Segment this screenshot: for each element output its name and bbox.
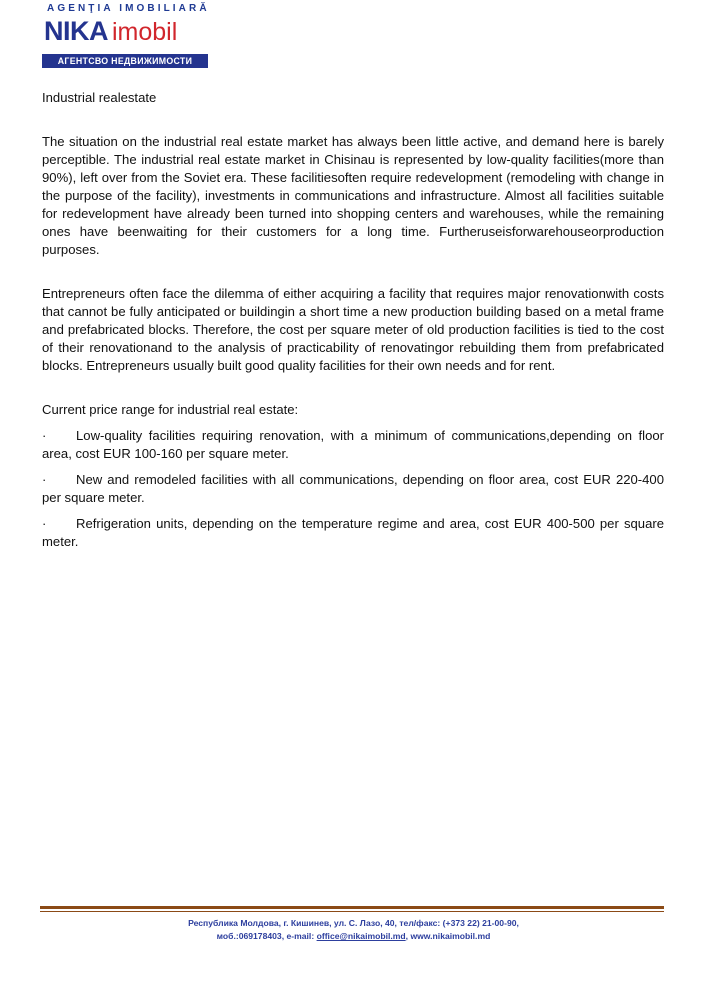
logo-tagline-bottom: АГЕНТСВО НЕДВИЖИМОСТИ (42, 54, 208, 68)
logo-brand-imobil: imobil (112, 18, 178, 46)
company-logo (40, 3, 210, 65)
footer-separator: , (405, 931, 411, 941)
footer-divider-thin (40, 911, 664, 912)
email-link[interactable]: office@nikaimobil.md (316, 931, 406, 941)
price-range-heading: Current price range for industrial real estate: (42, 402, 299, 417)
paragraph-market-situation: The situation on the industrial real estate market has always been little active, and demand here is barely perceptible. The industrial real estate market in Chisinau is represented by low-quality facilities(more than 90%), left over from the Soviet era. These facilitiesoften require redevelopment (remodeling with change in the purpose of the facility), investments in communications and infrastructure. Almost all facilities suitable for redevelopment have already been turned into shopping centers and warehouses, while the remaining ones have beenwaiting for their customers for a long time. Furtheruseisforwarehouseorproduction purposes. (42, 134, 664, 257)
bullet-text: Low-quality facilities requiring renovation, with a minimum of communications,depending on floor area, cost EUR 100-160 per square meter. (42, 428, 664, 461)
list-item (42, 427, 664, 463)
bullet-marker: · (42, 516, 47, 531)
footer-contact (0, 917, 707, 943)
logo-tagline-top: AGENŢIA IMOBILIARĂ (47, 3, 210, 14)
document-title: Industrial realestate (42, 90, 157, 105)
list-item (42, 515, 664, 551)
footer-phone: моб.:069178403, e-mail: (216, 931, 317, 941)
paragraph-entrepreneurs: Entrepreneurs often face the dilemma of either acquiring a facility that requires major renovationwith costs that cannot be fully anticipated or buildingin a short time a new production building based on a metal frame and prefabricated blocks. Therefore, the cost per square meter of old production facilities is tied to the cost of their renovationand to the analysis of practicability of renovatingor rebuilding them from prefabricated blocks. Entrepreneurs usually built good quality facilities for their own needs and for rent. (42, 286, 664, 373)
bullet-marker: · (42, 472, 47, 487)
bullet-text: New and remodeled facilities with all communications, depending on floor area, cost EUR 220-400 per square meter. (42, 472, 664, 505)
bullet-marker: · (42, 428, 47, 443)
logo-brand-nika: NIKA (44, 16, 108, 46)
logo-wordmark (44, 16, 177, 47)
footer-contact-line (0, 930, 707, 943)
footer-divider-thick (40, 906, 664, 909)
footer-address: Республика Молдова, г. Кишинев, ул. С. Лазо, 40, тел/факс: (+373 22) 21-00-90, (188, 918, 519, 928)
list-item (42, 471, 664, 507)
bullet-text: Refrigeration units, depending on the temperature regime and area, cost EUR 400-500 per square meter. (42, 516, 664, 549)
document-body (42, 89, 664, 559)
website-text: www.nikaimobil.md (410, 931, 491, 941)
